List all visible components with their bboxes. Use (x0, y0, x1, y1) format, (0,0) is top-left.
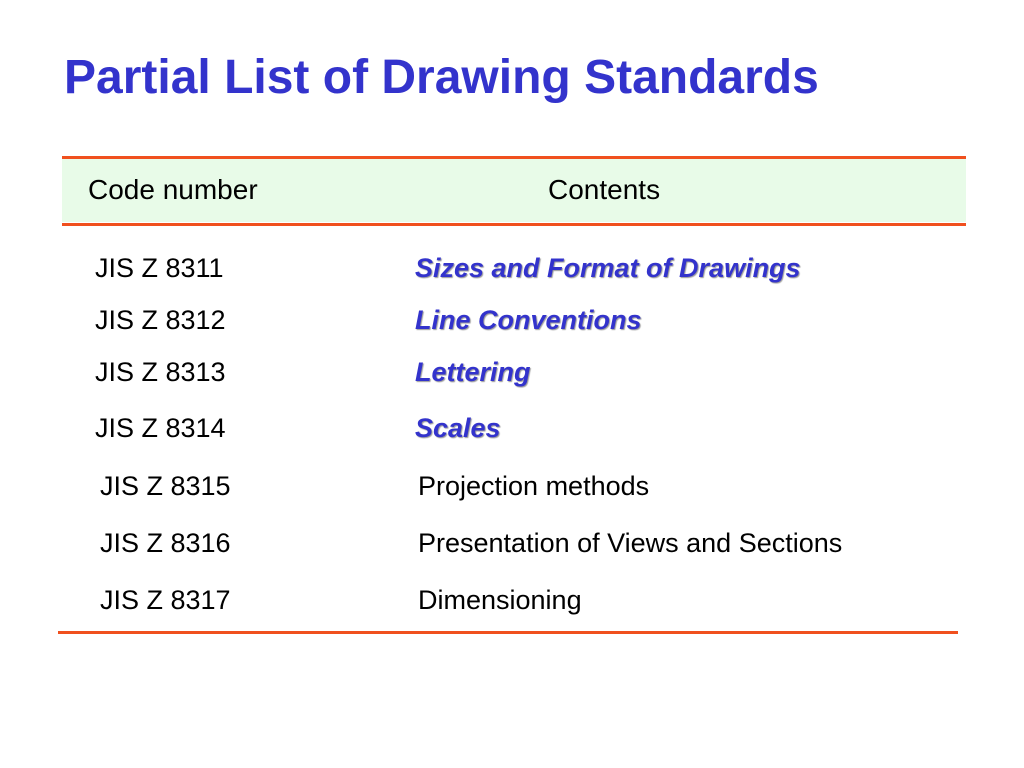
row-contents: Presentation of Views and Sections (418, 528, 843, 558)
row-contents: Lettering (415, 357, 531, 387)
table-header-rule (62, 223, 966, 226)
row-code: JIS Z 8315 (100, 471, 231, 501)
row-code: JIS Z 8313 (95, 357, 226, 387)
row-contents: Scales (415, 413, 501, 443)
table-row (0, 580, 1024, 624)
table-row (0, 352, 1024, 396)
table-row (0, 523, 1024, 567)
table-row (0, 408, 1024, 452)
column-header-contents: Contents (548, 174, 661, 205)
page-title: Partial List of Drawing Standards (64, 51, 819, 104)
table-row (0, 300, 1024, 344)
row-code: JIS Z 8311 (95, 253, 224, 283)
row-contents: Sizes and Format of Drawings (415, 253, 801, 283)
row-code: JIS Z 8317 (100, 585, 231, 615)
table-row (0, 466, 1024, 510)
row-contents: Dimensioning (418, 585, 582, 615)
row-contents: Line Conventions (415, 305, 642, 335)
row-code: JIS Z 8316 (100, 528, 231, 558)
column-header-code-number: Code number (88, 174, 258, 205)
table-top-rule (62, 156, 966, 159)
row-contents: Projection methods (418, 471, 650, 501)
row-code: JIS Z 8314 (95, 413, 226, 443)
table-row (0, 248, 1024, 292)
row-code: JIS Z 8312 (95, 305, 226, 335)
table-bottom-rule (58, 631, 958, 634)
